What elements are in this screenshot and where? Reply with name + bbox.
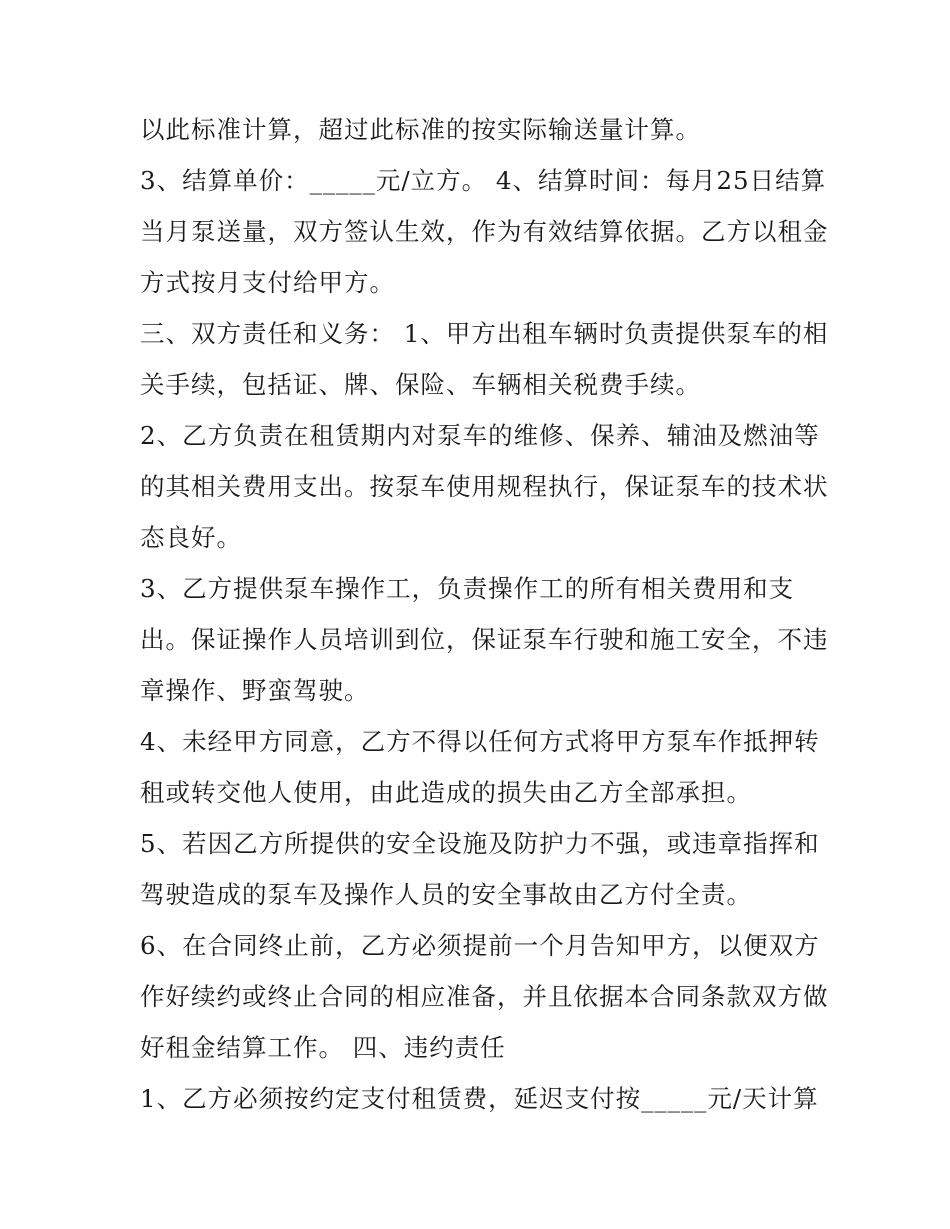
contract-text-body (140, 104, 830, 1124)
text-line: 当月泵送量，双方签认生效，作为有效结算依据。乙方以租金 (140, 217, 829, 246)
text-line: 方式按月支付给甲方。 (140, 268, 395, 297)
text-line: 章操作、野蛮驾驶。 (140, 676, 370, 705)
text-line: 2、乙方负责在租赁期内对泵车的维修、保养、辅油及燃油等 (140, 421, 820, 450)
text-line: 6、在合同终止前，乙方必须提前一个月告知甲方，以便双方 (140, 931, 820, 960)
text-line: 关手续，包括证、牌、保险、车辆相关税费手续。 (140, 370, 701, 399)
text-line: 好租金结算工作。 四、违约责任 (140, 1033, 506, 1062)
text-line: 出。保证操作人员培训到位，保证泵车行驶和施工安全，不违 (140, 625, 829, 654)
text-line: 三、双方责任和义务： 1、甲方出租车辆时负责提供泵车的相 (140, 319, 829, 348)
text-line: 作好续约或终止合同的相应准备，并且依据本合同条款双方做 (140, 982, 829, 1011)
text-line: 5、若因乙方所提供的安全设施及防护力不强，或违章指挥和 (140, 829, 820, 858)
text-line: 驾驶造成的泵车及操作人员的安全事故由乙方付全责。 (140, 880, 752, 909)
text-line: 3、结算单价：_____元/立方。 4、结算时间：每月25日结算 (140, 166, 827, 195)
text-line: 态良好。 (140, 523, 242, 552)
text-line: 租或转交他人使用，由此造成的损失由乙方全部承担。 (140, 778, 752, 807)
text-line: 1、乙方必须按约定支付租赁费，延迟支付按_____元/天计算 (140, 1084, 819, 1113)
text-line: 4、未经甲方同意，乙方不得以任何方式将甲方泵车作抵押转 (140, 727, 820, 756)
text-line: 的其相关费用支出。按泵车使用规程执行，保证泵车的技术状 (140, 472, 829, 501)
text-line: 3、乙方提供泵车操作工，负责操作工的所有相关费用和支 (140, 574, 795, 603)
text-line: 以此标准计算，超过此标准的按实际输送量计算。 (140, 115, 701, 144)
